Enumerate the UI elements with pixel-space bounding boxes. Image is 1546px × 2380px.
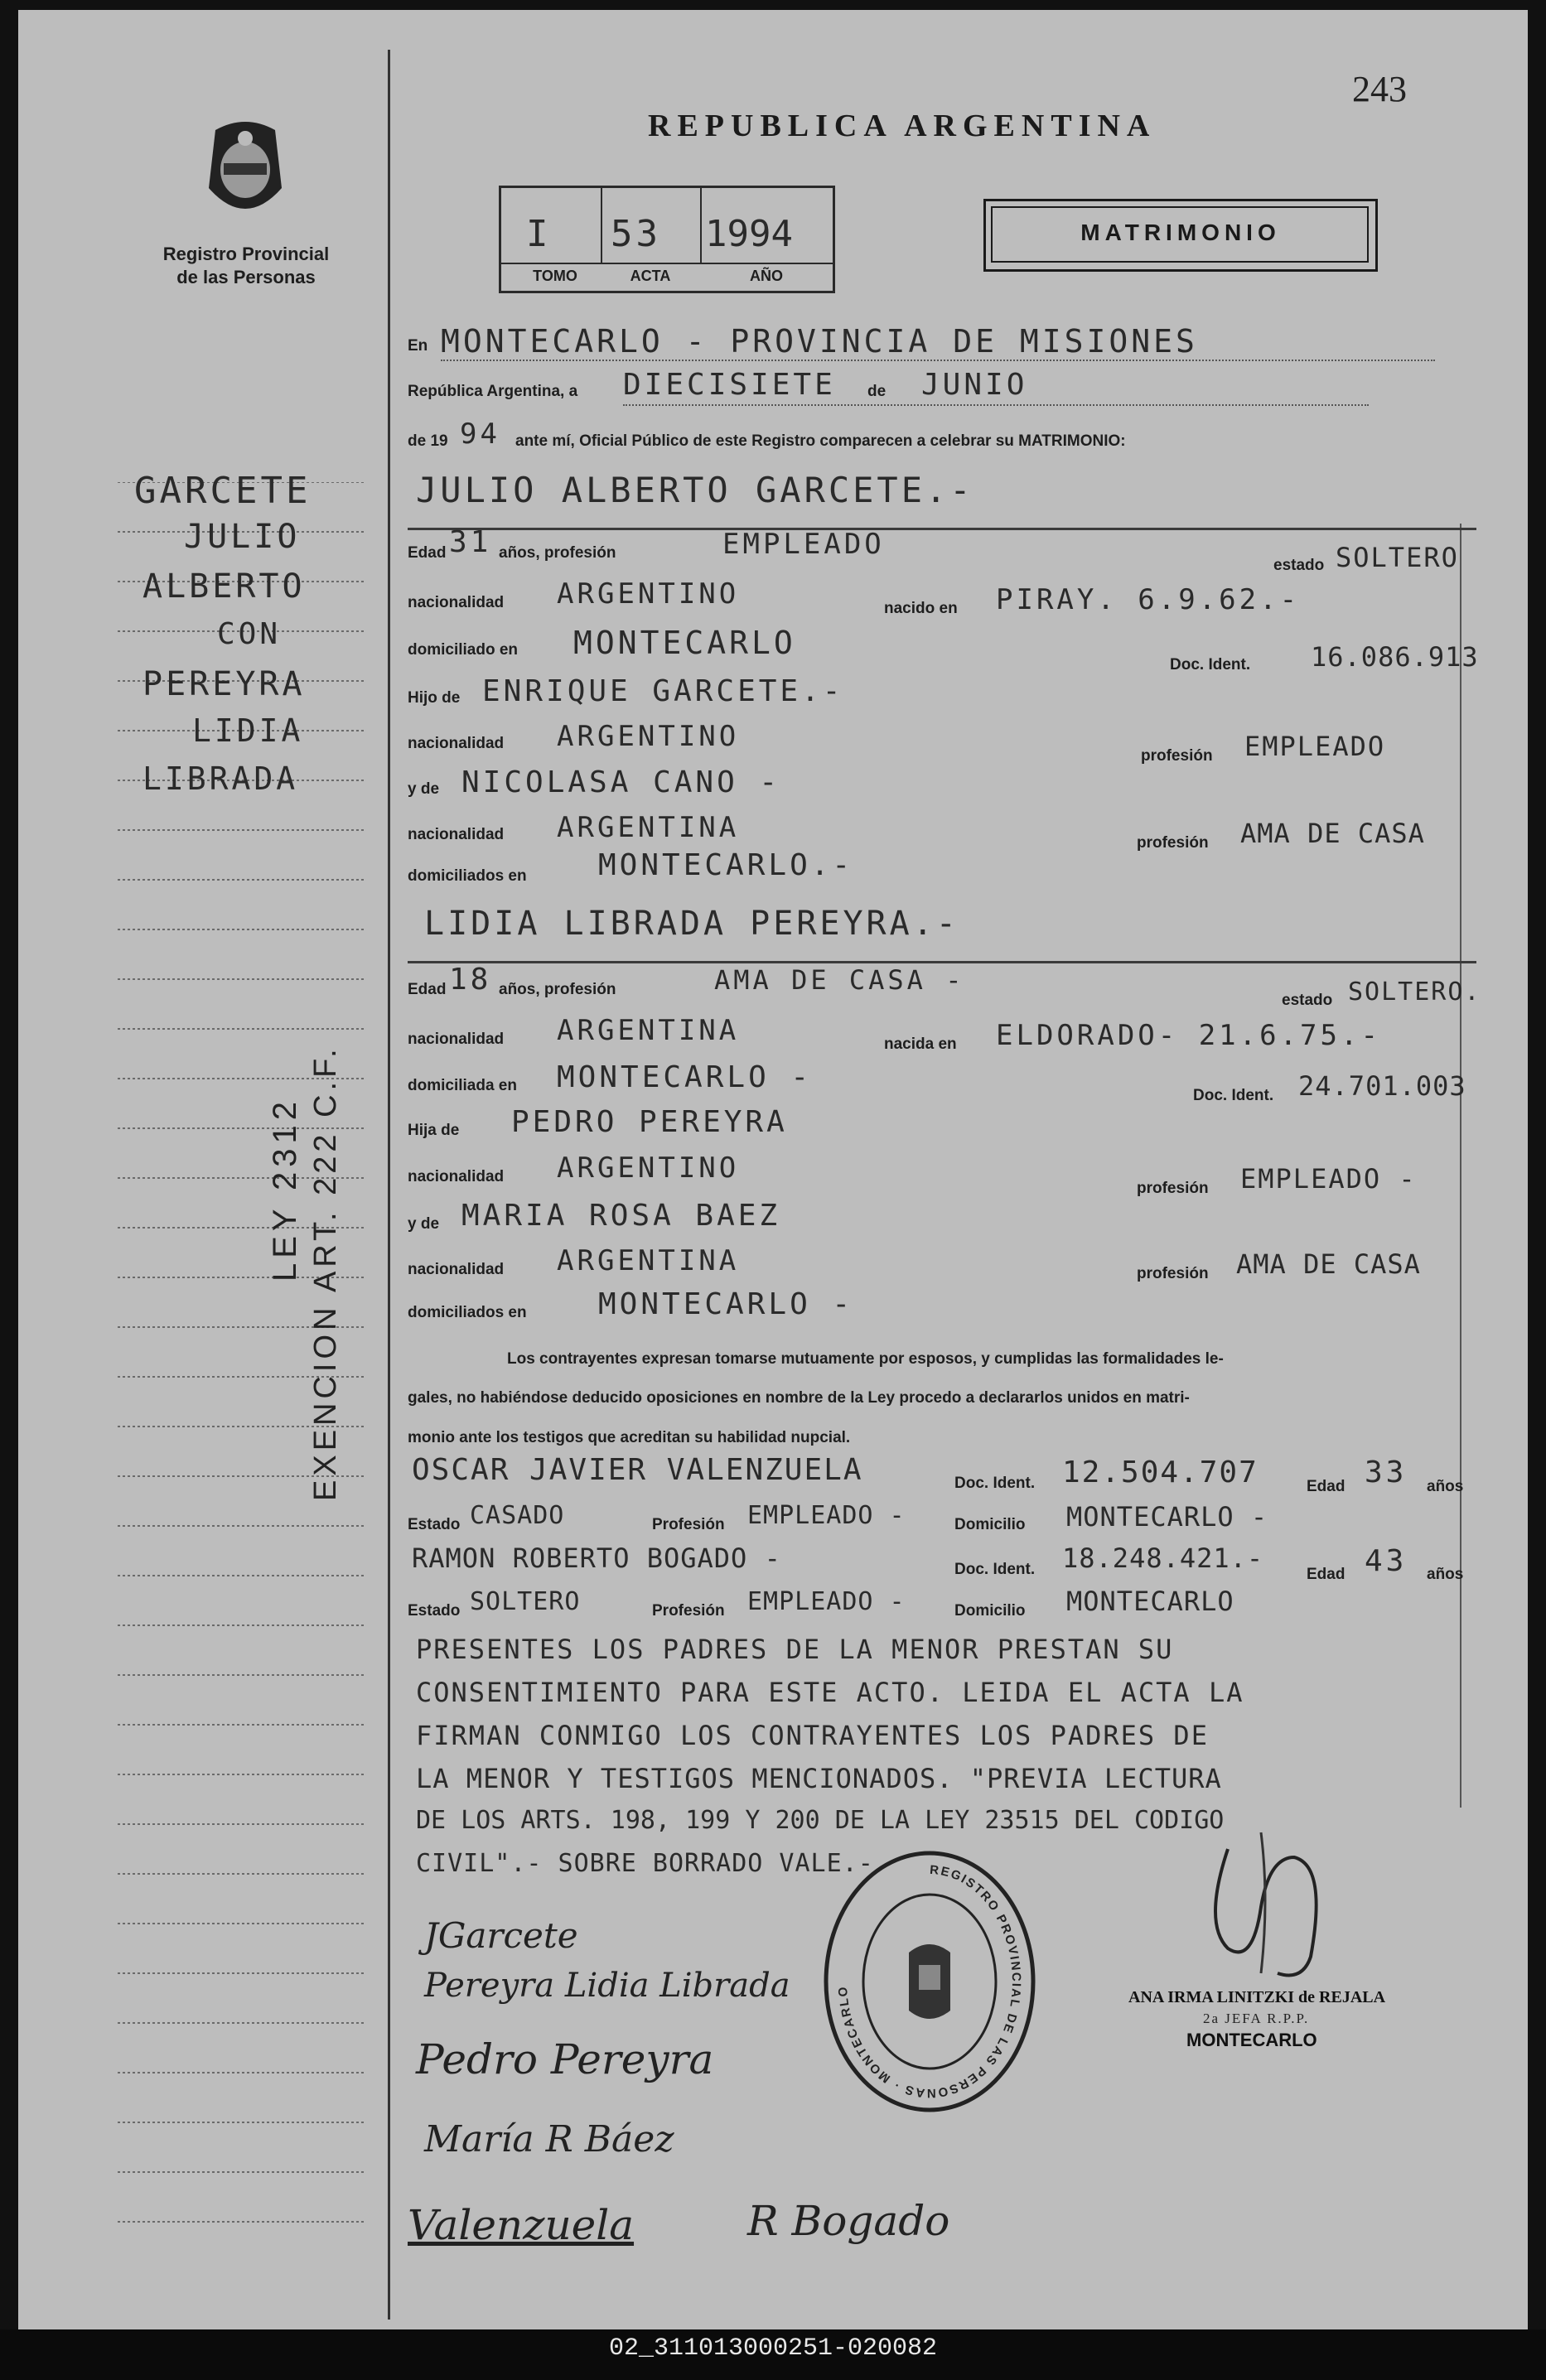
groom-mother: NICOLASA CANO - <box>461 765 781 799</box>
groom-mother-prof-label: profesión <box>1137 834 1209 852</box>
groom-nacido-label: nacido en <box>884 600 958 617</box>
signature-groom: JGarcete <box>424 1915 578 1956</box>
witness1-prof-label: Profesión <box>652 1516 725 1533</box>
tomo-value: I <box>526 213 552 255</box>
groom-domicile: MONTECARLO <box>573 625 796 661</box>
bride-nacida-label: nacida en <box>884 1036 957 1053</box>
groom-edad-label: Edad <box>408 544 447 562</box>
page-number: 243 <box>1352 69 1407 109</box>
bride-parents-domicile: MONTECARLO - <box>598 1287 854 1321</box>
groom-father: ENRIQUE GARCETE.- <box>482 674 844 708</box>
groom-father-label: Hijo de <box>408 689 461 707</box>
witness2-doc: 18.248.421.- <box>1062 1542 1264 1574</box>
bride-mother: MARIA ROSA BAEZ <box>461 1199 781 1233</box>
witness1-edad-label: Edad <box>1307 1478 1346 1495</box>
bride-doc: 24.701.003 <box>1298 1070 1466 1102</box>
groom-nac-label: nacionalidad <box>408 594 505 611</box>
bride-father-nac-label: nacionalidad <box>408 1168 505 1185</box>
signature-bride-mother: María R Báez <box>424 2118 674 2160</box>
act-type-label: MATRIMONIO <box>1080 220 1281 245</box>
groom-doc-label: Doc. Ident. <box>1170 656 1251 673</box>
date-line <box>623 404 1369 406</box>
bride-profession: AMA DE CASA - <box>714 964 965 996</box>
law-stamp: LEY 2312 <box>267 1097 303 1282</box>
bride-nac-label: nacionalidad <box>408 1031 505 1048</box>
groom-estado-label: estado <box>1273 557 1325 574</box>
acta-label: ACTA <box>630 268 671 284</box>
record-box <box>499 186 835 293</box>
groom-name: JULIO ALBERTO GARCETE.- <box>416 470 974 510</box>
witness2-name: RAMON ROBERTO BOGADO - <box>412 1542 781 1574</box>
groom-dom-label: domiciliado en <box>408 641 519 659</box>
groom-separator <box>408 528 1476 530</box>
official-name: ANA IRMA LINITZKI de REJALA <box>1128 1988 1386 2006</box>
official-signature-icon <box>1178 1824 1369 1990</box>
note-line4: LA MENOR Y TESTIGOS MENCIONADOS. "PREVIA LECTURA <box>416 1763 1222 1794</box>
tomo-label: TOMO <box>533 268 577 284</box>
note-line5: DE LOS ARTS. 198, 199 Y 200 DE LA LEY 23515 DEL CODIGO <box>416 1806 1225 1835</box>
signature-witness1: Valenzuela <box>408 2201 635 2249</box>
declaration-line2: gales, no habiéndose deducido oposiciones en nombre de la Ley procedo a declararlos unidos en matri- <box>408 1389 1190 1407</box>
witness1-anos-label: años <box>1427 1478 1464 1495</box>
witness1-estado-label: Estado <box>408 1516 461 1533</box>
groom-father-nac-label: nacionalidad <box>408 735 505 752</box>
margin-name-5: LIDIA <box>192 712 304 749</box>
bride-mother-nationality: ARGENTINA <box>557 1244 740 1277</box>
place-line <box>441 360 1435 361</box>
intro-statement: ante mí, Oficial Público de este Registro comparecen a celebrar su MATRIMONIO: <box>515 432 1126 450</box>
bride-dom-label: domiciliada en <box>408 1077 517 1094</box>
groom-birth: PIRAY. 6.9.62.- <box>996 583 1301 616</box>
record-label-divider <box>501 263 833 264</box>
year-suffix: 94 <box>460 418 500 451</box>
groom-profession: EMPLEADO <box>722 528 885 561</box>
groom-nationality: ARGENTINO <box>557 577 740 611</box>
witness1-doc: 12.504.707 <box>1062 1456 1259 1489</box>
witness1-dom-label: Domicilio <box>954 1516 1026 1533</box>
bride-birth: ELDORADO- 21.6.75.- <box>996 1019 1381 1052</box>
groom-anos-label: años, profesión <box>499 544 616 562</box>
witness1-profession: EMPLEADO - <box>747 1501 906 1530</box>
seal-text: REGISTRO PROVINCIAL DE LAS PERSONAS · MONTECARLO <box>835 1862 1024 2101</box>
official-title: 2a JEFA R.P.P. <box>1203 2011 1310 2026</box>
witness1-domicile: MONTECARLO - <box>1066 1501 1268 1533</box>
groom-father-prof-label: profesión <box>1141 747 1213 765</box>
ano-label: AÑO <box>750 268 783 284</box>
act-type-box <box>983 199 1378 272</box>
file-id-label: 02_311013000251-020082 <box>608 2334 938 2363</box>
bride-father-profession: EMPLEADO - <box>1240 1163 1417 1195</box>
margin-name-1: JULIO <box>184 518 301 556</box>
witness1-name: OSCAR JAVIER VALENZUELA <box>412 1453 863 1487</box>
bride-domicile: MONTECARLO - <box>557 1060 813 1094</box>
bride-mother-prof-label: profesión <box>1137 1265 1209 1282</box>
witness2-domicile: MONTECARLO <box>1066 1586 1234 1617</box>
bride-mother-label: y de <box>408 1215 440 1233</box>
witness2-prof-label: Profesión <box>652 1602 725 1620</box>
witness1-doc-label: Doc. Ident. <box>954 1475 1036 1492</box>
margin-connector: CON <box>217 617 282 651</box>
official-seal-icon <box>818 1845 1041 2118</box>
exemption-stamp: EXENCION ART. 222 C.F. <box>308 1045 343 1501</box>
margin-name-4: PEREYRA <box>143 665 306 703</box>
month-value: JUNIO <box>921 368 1028 402</box>
ano-cell <box>700 188 833 263</box>
groom-parents-domicile: MONTECARLO.- <box>598 848 854 882</box>
column-divider <box>388 50 390 2320</box>
place-value: MONTECARLO - PROVINCIA DE MISIONES <box>441 323 1198 360</box>
declaration-line3: monio ante los testigos que acreditan su habilidad nupcial. <box>408 1429 851 1446</box>
witness2-dom-label: Domicilio <box>954 1602 1026 1620</box>
day-value: DIECISIETE <box>623 368 836 402</box>
witness1-estado: CASADO <box>470 1501 565 1530</box>
note-line3: FIRMAN CONMIGO LOS CONTRAYENTES LOS PADRES DE <box>416 1720 1209 1751</box>
groom-age: 31 <box>449 525 492 559</box>
bride-age: 18 <box>449 963 492 997</box>
groom-mother-profession: AMA DE CASA <box>1240 818 1425 849</box>
witness2-age: 43 <box>1365 1544 1408 1578</box>
witness2-edad-label: Edad <box>1307 1566 1346 1583</box>
acta-cell <box>601 188 702 263</box>
de-label: de <box>867 383 887 400</box>
groom-father-profession: EMPLEADO <box>1244 731 1386 762</box>
republica-label: República Argentina, a <box>408 383 578 400</box>
margin-name-6: LIBRADA <box>143 760 299 797</box>
groom-mother-label: y de <box>408 780 440 798</box>
bride-separator <box>408 961 1476 963</box>
groom-mother-nationality: ARGENTINA <box>557 811 740 844</box>
witness2-anos-label: años <box>1427 1566 1464 1583</box>
coat-of-arms-icon <box>199 113 292 229</box>
bride-mother-profession: AMA DE CASA <box>1236 1248 1421 1280</box>
groom-parents-dom-label: domiciliados en <box>408 867 527 885</box>
margin-name-2: ALBERTO <box>143 567 306 606</box>
groom-mother-nac-label: nacionalidad <box>408 826 505 843</box>
right-border <box>1460 524 1461 1808</box>
note-line1: PRESENTES LOS PADRES DE LA MENOR PRESTAN SU <box>416 1634 1174 1665</box>
country-title: REPUBLICA ARGENTINA <box>648 109 1157 143</box>
signature-witness2: R Bogado <box>747 2197 950 2245</box>
margin-surname-groom: GARCETE <box>134 470 312 512</box>
bride-edad-label: Edad <box>408 981 447 998</box>
witness2-estado-label: Estado <box>408 1602 461 1620</box>
signature-bride-father: Pedro Pereyra <box>416 2035 714 2083</box>
bride-nationality: ARGENTINA <box>557 1014 740 1047</box>
official-place: MONTECARLO <box>1186 2030 1317 2050</box>
witness2-estado: SOLTERO <box>470 1587 581 1616</box>
bride-estado-label: estado <box>1282 992 1333 1009</box>
year-prefix: de 19 <box>408 432 448 450</box>
witness2-doc-label: Doc. Ident. <box>954 1561 1036 1578</box>
bride-doc-label: Doc. Ident. <box>1193 1087 1274 1104</box>
ano-value: 1994 <box>705 213 793 255</box>
acta-value: 53 <box>611 213 661 255</box>
registry-name-line2: de las Personas <box>176 267 316 287</box>
declaration-line1: Los contrayentes expresan tomarse mutuamente por esposos, y cumplidas las formalidades le- <box>507 1350 1224 1368</box>
groom-estado: SOLTERO <box>1336 542 1459 573</box>
note-line2: CONSENTIMIENTO PARA ESTE ACTO. LEIDA EL ACTA LA <box>416 1677 1244 1708</box>
registry-name-line1: Registro Provincial <box>162 244 330 264</box>
groom-father-nationality: ARGENTINO <box>557 720 740 753</box>
en-label: En <box>408 337 428 355</box>
register-page <box>18 10 1528 2329</box>
witness1-age: 33 <box>1365 1456 1408 1489</box>
bride-father-nationality: ARGENTINO <box>557 1151 740 1185</box>
note-line6: CIVIL".- SOBRE BORRADO VALE.- <box>416 1849 874 1878</box>
groom-doc: 16.086.913 <box>1311 641 1479 673</box>
signature-bride: Pereyra Lidia Librada <box>424 1967 790 2005</box>
bride-father-prof-label: profesión <box>1137 1180 1209 1197</box>
bride-mother-nac-label: nacionalidad <box>408 1261 505 1278</box>
bride-estado: SOLTERO. <box>1348 978 1481 1007</box>
witness2-profession: EMPLEADO - <box>747 1587 906 1616</box>
tomo-cell <box>501 188 602 263</box>
bride-father: PEDRO PEREYRA <box>511 1105 788 1139</box>
bride-anos-label: años, profesión <box>499 981 616 998</box>
bride-name: LIDIA LIBRADA PEREYRA.- <box>424 905 959 943</box>
bride-parents-dom-label: domiciliados en <box>408 1304 527 1321</box>
bride-father-label: Hija de <box>408 1122 460 1139</box>
